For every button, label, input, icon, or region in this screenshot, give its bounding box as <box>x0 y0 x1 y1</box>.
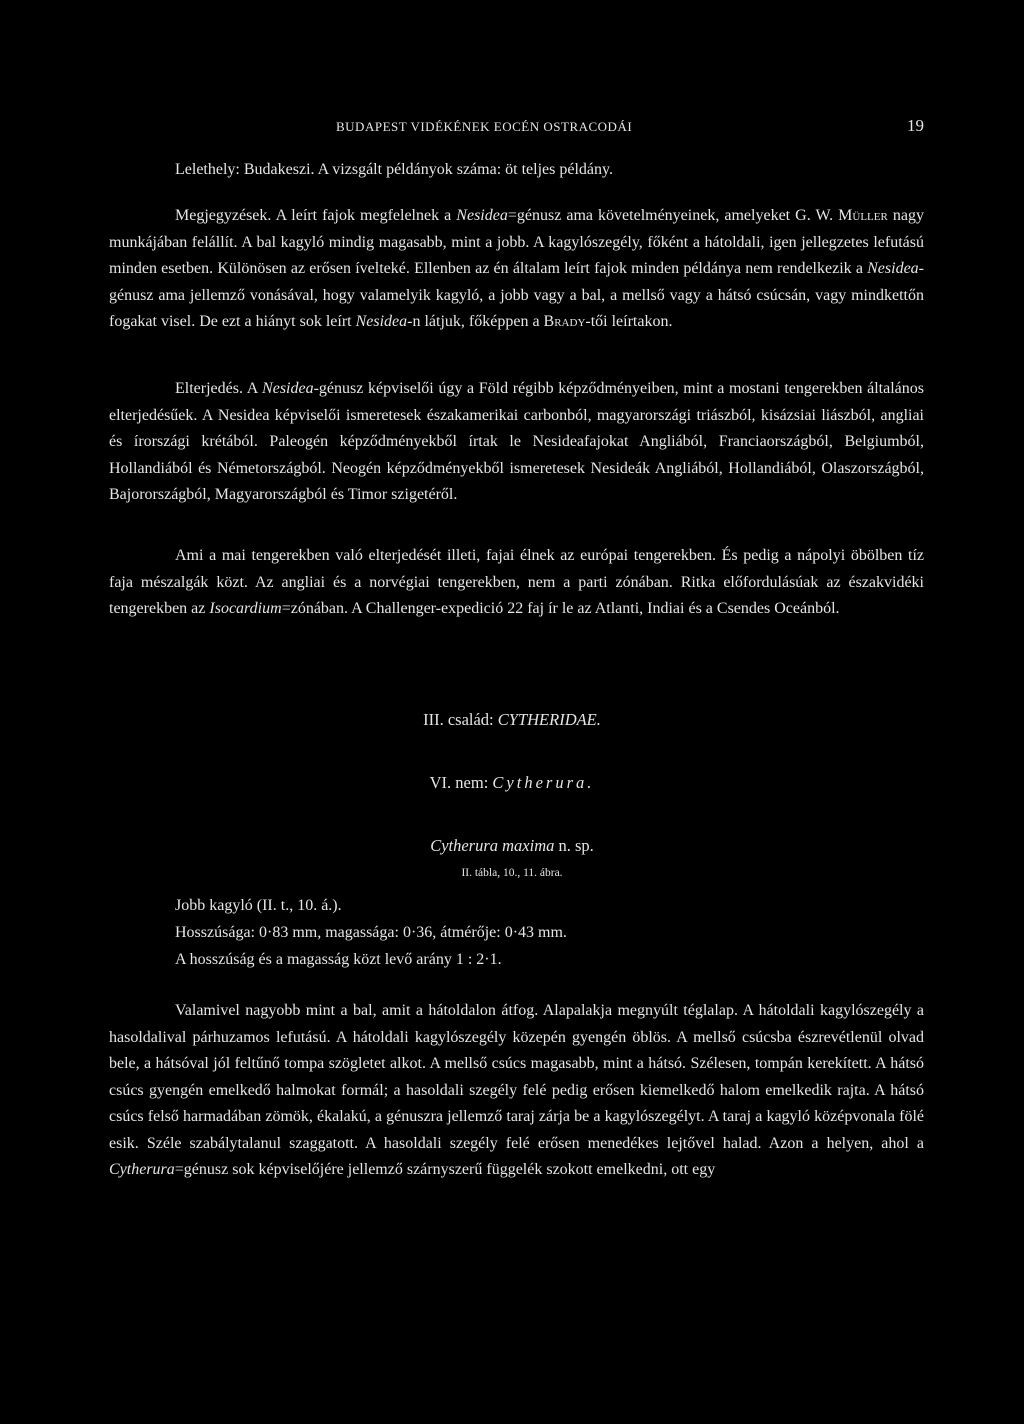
author-muller: Müller <box>838 207 888 224</box>
author-brady: Brady <box>543 313 586 330</box>
remarks-text-3: nagy munkájában felállít. A bal kagyló mindig magasabb, mint a jobb. A kagylószegély, főként a hátoldali, igen jellegzetes lefutású minden esetben. Különösen az erősen ívelteké. Ellenben az én általam leírt fajok minden példánya nem rendelkezik a <box>109 207 924 277</box>
zone-name-isocardium: Isocardium <box>209 600 282 617</box>
family-name: CYTHERIDAE. <box>497 710 601 729</box>
family-heading <box>0 710 1024 730</box>
remarks-text-6: -tői leírtakon. <box>585 313 673 330</box>
recent-distribution-paragraph <box>109 543 924 623</box>
genus-prefix: VI. nem: <box>429 773 493 792</box>
species-name: Cytherura maxima <box>430 836 555 855</box>
family-prefix: III. család: <box>423 710 498 729</box>
description-text-2: =génusz sok képviselőjére jellemző szárnyszerű függelék szokott emelkedni, ott egy <box>174 1161 716 1178</box>
plate-reference: II. tábla, 10., 11. ábra. <box>461 867 563 879</box>
remarks-text-5: -n látjuk, főképpen a <box>407 313 544 330</box>
locality-paragraph <box>109 157 924 184</box>
running-head: BUDAPEST VIDÉKÉNEK EOCÉN OSTRACODÁI <box>336 119 633 134</box>
distribution-text-1: Elterjedés. A <box>175 380 263 397</box>
genus-name-nesidea: Nesidea <box>456 207 508 224</box>
distribution-paragraph <box>109 376 924 509</box>
genus-heading <box>0 773 1024 793</box>
species-heading <box>0 836 1024 856</box>
distribution-text-2: -génusz képviselői úgy a Föld régibb képződményeiben, mint a mostani tengerekben általános elterjedésűek. A Nesidea képviselői ismeretesek északamerikai carbonból, magyarországi triászból, kisázsiai liászból, angliai és írországi krétából. Paleogén képződményekből írtak le Nesideafajokat Angliából, Franciaországból, Belgiumból, Hollandiából és Németországból. Neogén képződményekből ismeretesek Nesideák Angliából, Hollandiából, Olaszországból, Bajorországból, Magyarországból és Timor szigetéről. <box>109 380 925 503</box>
remarks-text-4: -génusz ama jellemző vonásával, hogy valamelyik kagyló, a jobb vagy a bal, a mellső vagy a hátsó csúcsán, vagy mindkettőn fogakat visel. De ezt a hiányt sok leírt <box>109 260 924 330</box>
genus-name-nesidea: Nesidea <box>262 380 314 397</box>
ratio-line: A hosszúság és a magasság közt levő arány 1 : 2·1. <box>175 951 502 968</box>
page-header <box>336 116 936 143</box>
description-text-1: Valamivel nagyobb mint a bal, amit a hátoldalon átfog. Alapalakja megnyúlt téglalap. A hátoldali kagylószegély a hasoldalival párhuzamos lefutású. A hátoldali kagylószegély közepén gyengén öblös. A mellső csúcsba észrevétlenül olvad bele, a hátsóval jól feltűnő tompa szögletet alkot. A mellső csúcs magasabb, mint a hátsó. Szélesen, tompán kerekített. A hátsó csúcs gyengén emelkedő halmokat formál; a hasoldali szegély felé pedig erősen kiemelkedő halom emelkedik rajta. A hátsó csúcs felső harmadában zömök, ékalakú, a génuszra jellemző taraj zárja be a kagylószegélyt. A taraj a kagyló középvonala fölé esik. Széle szabálytalanul szaggatott. A hasoldali szegély felé erősen menedékes lejtővel halad. Azon a helyen, ahol a <box>109 1002 924 1152</box>
recent-text-2: =zónában. A Challenger-expedició 22 faj ír le az Atlanti, Indiai és a Csendes Oceánból. <box>281 600 840 617</box>
remarks-paragraph <box>109 203 924 336</box>
genus-name-nesidea: Nesidea <box>867 260 919 277</box>
genus-name: Cytherura. <box>492 773 595 792</box>
recent-text-1: Ami a mai tengerekben való elterjedését illeti, fajai élnek az európai tengerekben. És pedig a nápolyi öbölben tíz faja mészalgák közt. Az angliai és a norvégiai tengerekben, nem a parti zónában. Ritka előfordulásúak az északvidéki tengerekben az <box>109 547 924 617</box>
page-number: 19 <box>907 116 924 135</box>
dimensions-line: Hosszúsága: 0·83 mm, magassága: 0·36, átmérője: 0·43 mm. <box>175 924 567 941</box>
remarks-text-1: Megjegyzések. A leírt fajok megfelelnek a <box>175 207 457 224</box>
locality-text: Lelethely: Budakeszi. A vizsgált példányok száma: öt teljes példány. <box>175 161 613 178</box>
remarks-text-2: =génusz ama követelményeinek, amelyeket G. W. <box>507 207 839 224</box>
valve-line: Jobb kagyló (II. t., 10. á.). <box>175 897 342 914</box>
genus-name-nesidea: Nesidea <box>355 313 408 330</box>
description-paragraph <box>109 998 924 1184</box>
genus-name-cytherura: Cytherura <box>109 1161 175 1178</box>
species-suffix: n. sp. <box>554 836 594 855</box>
